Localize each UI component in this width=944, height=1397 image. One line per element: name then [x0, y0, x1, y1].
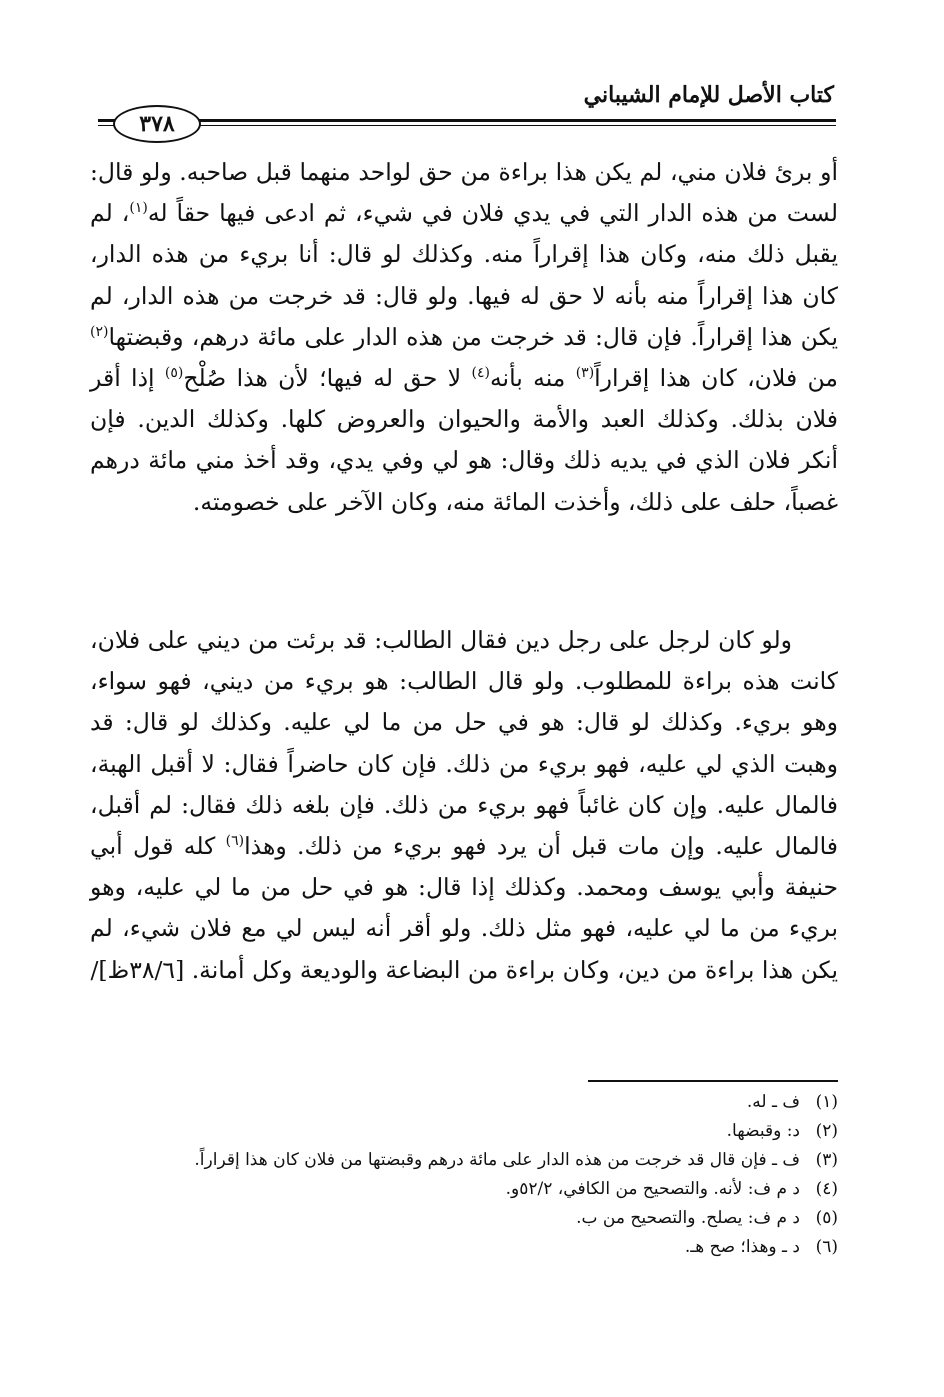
- para2-text-2: كله قول أبي حنيفة وأبي يوسف ومحمد. وكذلك إذا قال: هو في حل من ما لي عليه، وهو بريء من ما لي عليه، فهو مثل ذلك. ولو أقر أنه ليس لي مع فلان شيء، لم يكن هذا براءة من دين، وكان براءة من البضاعة والوديعة وكل أمانة. [٣٨/٦ظ]/: [90, 832, 838, 984]
- para1-text-3: من فلان، كان هذا إقراراً: [594, 364, 838, 393]
- footnote-number: (٦): [815, 1237, 838, 1257]
- footnote-number: (٤): [815, 1179, 838, 1199]
- footnote-text: ف ـ فإن قال قد خرجت من هذه الدار على مائة درهم وقبضتها من فلان كان هذا إقراراً.: [194, 1150, 800, 1170]
- footnote-item: [90, 1088, 838, 1117]
- running-title: كتاب الأصل للإمام الشيباني: [583, 82, 834, 108]
- header-rule-thin: [98, 125, 836, 126]
- footnote-number: (٥): [815, 1208, 838, 1228]
- footnote-ref-4: (٤): [471, 365, 490, 382]
- footnote-ref-5: (٥): [164, 365, 184, 382]
- footnote-number: (٢): [815, 1121, 838, 1141]
- footnote-ref-1: (١): [129, 200, 148, 217]
- footnote-separator: [588, 1080, 838, 1082]
- footnote-ref-6: (٦): [225, 833, 245, 850]
- footnote-ref-3: (٣): [575, 365, 595, 382]
- footnote-text: ف ـ له.: [746, 1092, 800, 1112]
- footnote-item: [90, 1233, 838, 1262]
- page-number-badge: [113, 105, 201, 143]
- footnote-item: [90, 1175, 838, 1204]
- para1-text-1: أو برئ فلان مني، لم يكن هذا براءة من حق لواحد منهما قبل صاحبه. ولو قال: لست من هذه الدار التي في يدي فلان في شيء، ثم ادعى فيها حقاً له: [90, 158, 838, 228]
- footnote-number: (٣): [815, 1150, 838, 1170]
- footnote-number: (١): [815, 1092, 838, 1112]
- para2-text-1: ولو كان لرجل على رجل دين فقال الطالب: قد برئت من ديني على فلان، كانت هذه براءة للمطلوب. ولو قال الطالب: هو بريء من ديني، فهو سواء، وهو بريء. وكذلك لو قال: هو في حل من ما لي عليه. وكذلك لو قال: قد وهبت الذي لي عليه، فهو بريء من ذلك. فإن كان حاضراً فقال: لا أقبل الهبة، فالمال عليه. وإن كان غائباً فهو بريء من ذلك. فإن بلغه ذلك فقال: لم أقبل، فالمال عليه. وإن مات قبل أن يرد فهو بريء من ذلك. وهذا: [90, 626, 838, 861]
- para1-text-6: إذا أقر فلان بذلك. وكذلك العبد والأمة والحيوان والعروض كلها. وكذلك الدين. فإن أنكر فلان الذي في يديه ذلك وقال: هو لي وفي يدي، وقد أخذ مني مائة درهم غصباً، حلف على ذلك، وأخذت المائة منه، وكان الآخر على خصومته.: [90, 364, 838, 516]
- footnotes-section: [90, 1088, 838, 1262]
- footnote-text: د م ف: يصلح. والتصحيح من ب.: [576, 1208, 800, 1228]
- footnote-item: [90, 1146, 838, 1175]
- footnote-text: د ـ وهذا؛ صح هـ.: [684, 1237, 800, 1257]
- footnote-text: د: وقبضها.: [726, 1121, 800, 1141]
- para1-text-2: ، لم يقبل ذلك منه، وكان هذا إقراراً منه. وكذلك لو قال: أنا بريء من هذه الدار، كان هذا إقراراً منه بأنه لا حق له فيها. ولو قال: قد خرجت من هذه الدار، لم يكن هذا إقراراً. فإن قال: قد خرجت من هذه الدار على مائة درهم، وقبضتها: [90, 199, 838, 351]
- footnote-item: [90, 1204, 838, 1233]
- page-number: ٣٧٨: [139, 111, 175, 137]
- paragraph-1: [90, 152, 838, 523]
- footnote-item: [90, 1117, 838, 1146]
- header-rule-thick: [98, 119, 836, 122]
- para1-text-5: لا حق له فيها؛ لأن هذا صُلْح: [183, 364, 472, 393]
- para1-text-4: منه بأنه: [489, 364, 576, 393]
- footnote-ref-2: (٢): [90, 323, 109, 340]
- paragraph-2: [90, 620, 838, 991]
- footnote-text: د م ف: لأنه. والتصحيح من الكافي، ٥٢/٢و.: [505, 1179, 800, 1199]
